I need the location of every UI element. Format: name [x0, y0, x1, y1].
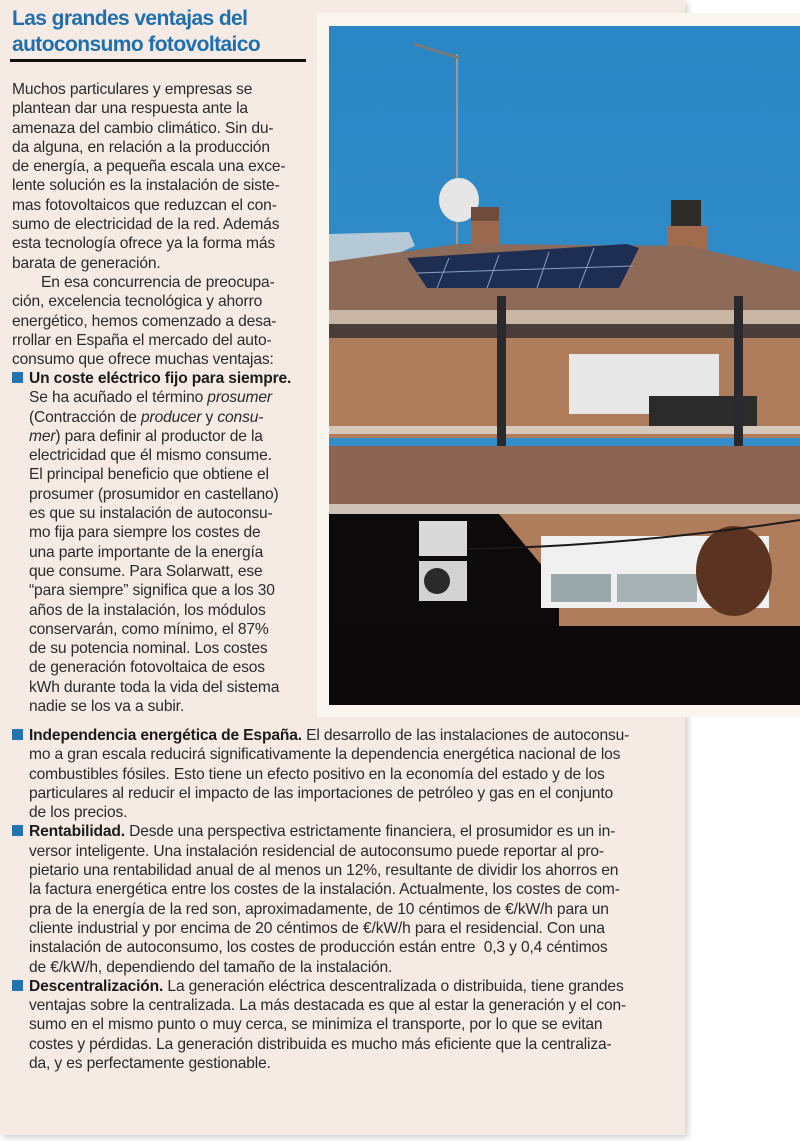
text-line: ventajas sobre la centralizada. La más destacada es que al estar la generación y el con- [29, 997, 627, 1015]
text-line: costes y pérdidas. La generación distribuida es mucho más eficiente que la centraliza- [29, 1035, 612, 1053]
text-line: amenaza del cambio climático. Sin du- [12, 119, 274, 137]
text-line: mo a gran escala reducirá significativamente la dependencia energética nacional de los [29, 746, 621, 764]
text-line: ) para definir al productor de la [55, 427, 263, 445]
text-line: La generación eléctrica descentralizada o distribuida, tiene grandes [163, 977, 624, 995]
bullet-independencia [29, 726, 689, 822]
text-line: esta tecnología ofrece ya la forma más [12, 235, 275, 253]
text-line: mas fotovoltaicos que reduzcan el con- [12, 196, 277, 214]
text-line: versor inteligente. Una instalación residencial de autoconsumo puede reportar al pro- [29, 842, 604, 860]
text-line: conservarán, como mínimo, el 87% [29, 620, 269, 638]
text-line: da, y es perfectamente gestionable. [29, 1055, 271, 1073]
bullet-list-full-width [12, 726, 689, 1073]
house-illustration [329, 26, 800, 705]
intro-paragraph [12, 80, 312, 369]
text-line: de los precios. [29, 804, 128, 822]
text-line: años de la instalación, los módulos [29, 601, 266, 619]
text-line: que consume. Para Solarwatt, ese [29, 562, 263, 580]
text-line: de energía, a pequeña escala una exce- [12, 158, 286, 176]
text-line: kWh durante toda la vida del sistema [29, 678, 280, 696]
text-line: combustibles fósiles. Esto tiene un efecto positivo en la economía del estado y de los [29, 765, 605, 783]
title-line-2: autoconsumo fotovoltaico [12, 33, 261, 56]
text-line: lente solución es la instalación de siste- [12, 177, 280, 195]
text-line: Desde una perspectiva estrictamente financiera, el prosumidor es un in- [124, 823, 616, 841]
bullet-heading: Rentabilidad. [29, 823, 125, 841]
bullet-square-icon [12, 980, 23, 991]
text-line: da alguna, en relación a la producción [12, 138, 270, 156]
text-line: sumo en el mismo punto o muy cerca, se minimiza el transporte, por lo que se evitan [29, 1016, 603, 1034]
text-line: plantean dar una respuesta ante la [12, 100, 248, 118]
text-line: Muchos particulares y empresas se [12, 81, 253, 98]
text-line: nadie se los va a subir. [29, 698, 185, 716]
text-line: El principal beneficio que obtiene el [29, 466, 269, 484]
text-line: pietario una rentabilidad anual de al menos un 12%, resultante de dividir los ahorros en [29, 862, 619, 880]
text-line: pra de la energía de la red son, aproximadamente, de 10 céntimos de €/kW/h para un [29, 900, 609, 918]
text-line: El desarrollo de las instalaciones de autoconsu- [301, 727, 630, 744]
bullet-square-icon [12, 729, 23, 740]
bullet-heading: Un coste eléctrico fijo para siempre. [29, 370, 292, 387]
bullet-descentralizacion [29, 977, 689, 1073]
text-line: una parte importante de la energía [29, 543, 264, 561]
text-line: energético, hemos comenzado a desa- [12, 312, 277, 330]
text-line: consumo que ofrece muchas ventajas: [12, 351, 274, 369]
italic-term: prosumer [207, 389, 272, 407]
text-line: En esa concurrencia de preocupa- [41, 273, 275, 291]
text-line: de generación fotovoltaica de esos [29, 659, 265, 677]
italic-term: consu- [217, 408, 264, 426]
text-line: cliente industrial y por encima de 20 céntimos de €/kW/h para el residencial. Con una [29, 919, 605, 937]
italic-term: producer [141, 408, 202, 426]
title-underline [10, 59, 306, 62]
text-line: ción, excelencia tecnológica y ahorro [12, 293, 263, 311]
rooftop-solar-photo [329, 26, 800, 705]
text-line: sumo de electricidad de la red. Además [12, 216, 280, 234]
text-line: de €/kW/h, dependiendo del tamaño de la instalación. [29, 958, 393, 976]
bullet-heading: Independencia energética de España. [29, 727, 302, 744]
text-line: prosumer (prosumidor en castellano) [29, 485, 279, 503]
text-line: particulares al reducir el impacto de las importaciones de petróleo y gas en el conjunto [29, 784, 614, 802]
text-line: barata de generación. [12, 254, 161, 272]
article-title [12, 6, 304, 58]
text-line: y [201, 408, 218, 426]
text-line: la factura energética entre los costes de la instalación. Actualmente, los costes de com- [29, 881, 620, 899]
bullet-square-icon [12, 372, 23, 383]
text-line: “para siempre” significa que a los 30 [29, 582, 275, 600]
text-line: mo fija para siempre los costes de [29, 524, 261, 542]
text-line: rrollar en España el mercado del auto- [12, 331, 272, 349]
bullet-heading: Descentralización. [29, 977, 164, 995]
text-line: es que su instalación de autoconsu- [29, 505, 273, 523]
text-line: electricidad que él mismo consume. [29, 447, 272, 465]
text-line: (Contracción de [29, 408, 142, 426]
bullet-coste-fijo [12, 369, 329, 716]
text-line: instalación de autoconsumo, los costes de producción están entre 0,3 y 0,4 céntimos [29, 939, 608, 957]
text-line: Se ha acuñado el término [29, 389, 208, 407]
bullet-square-icon [12, 825, 23, 836]
bullet-rentabilidad [29, 822, 689, 976]
text-line: de su potencia nominal. Los costes [29, 640, 268, 658]
title-line-1: Las grandes ventajas del [12, 7, 248, 30]
italic-term: mer [29, 427, 56, 445]
